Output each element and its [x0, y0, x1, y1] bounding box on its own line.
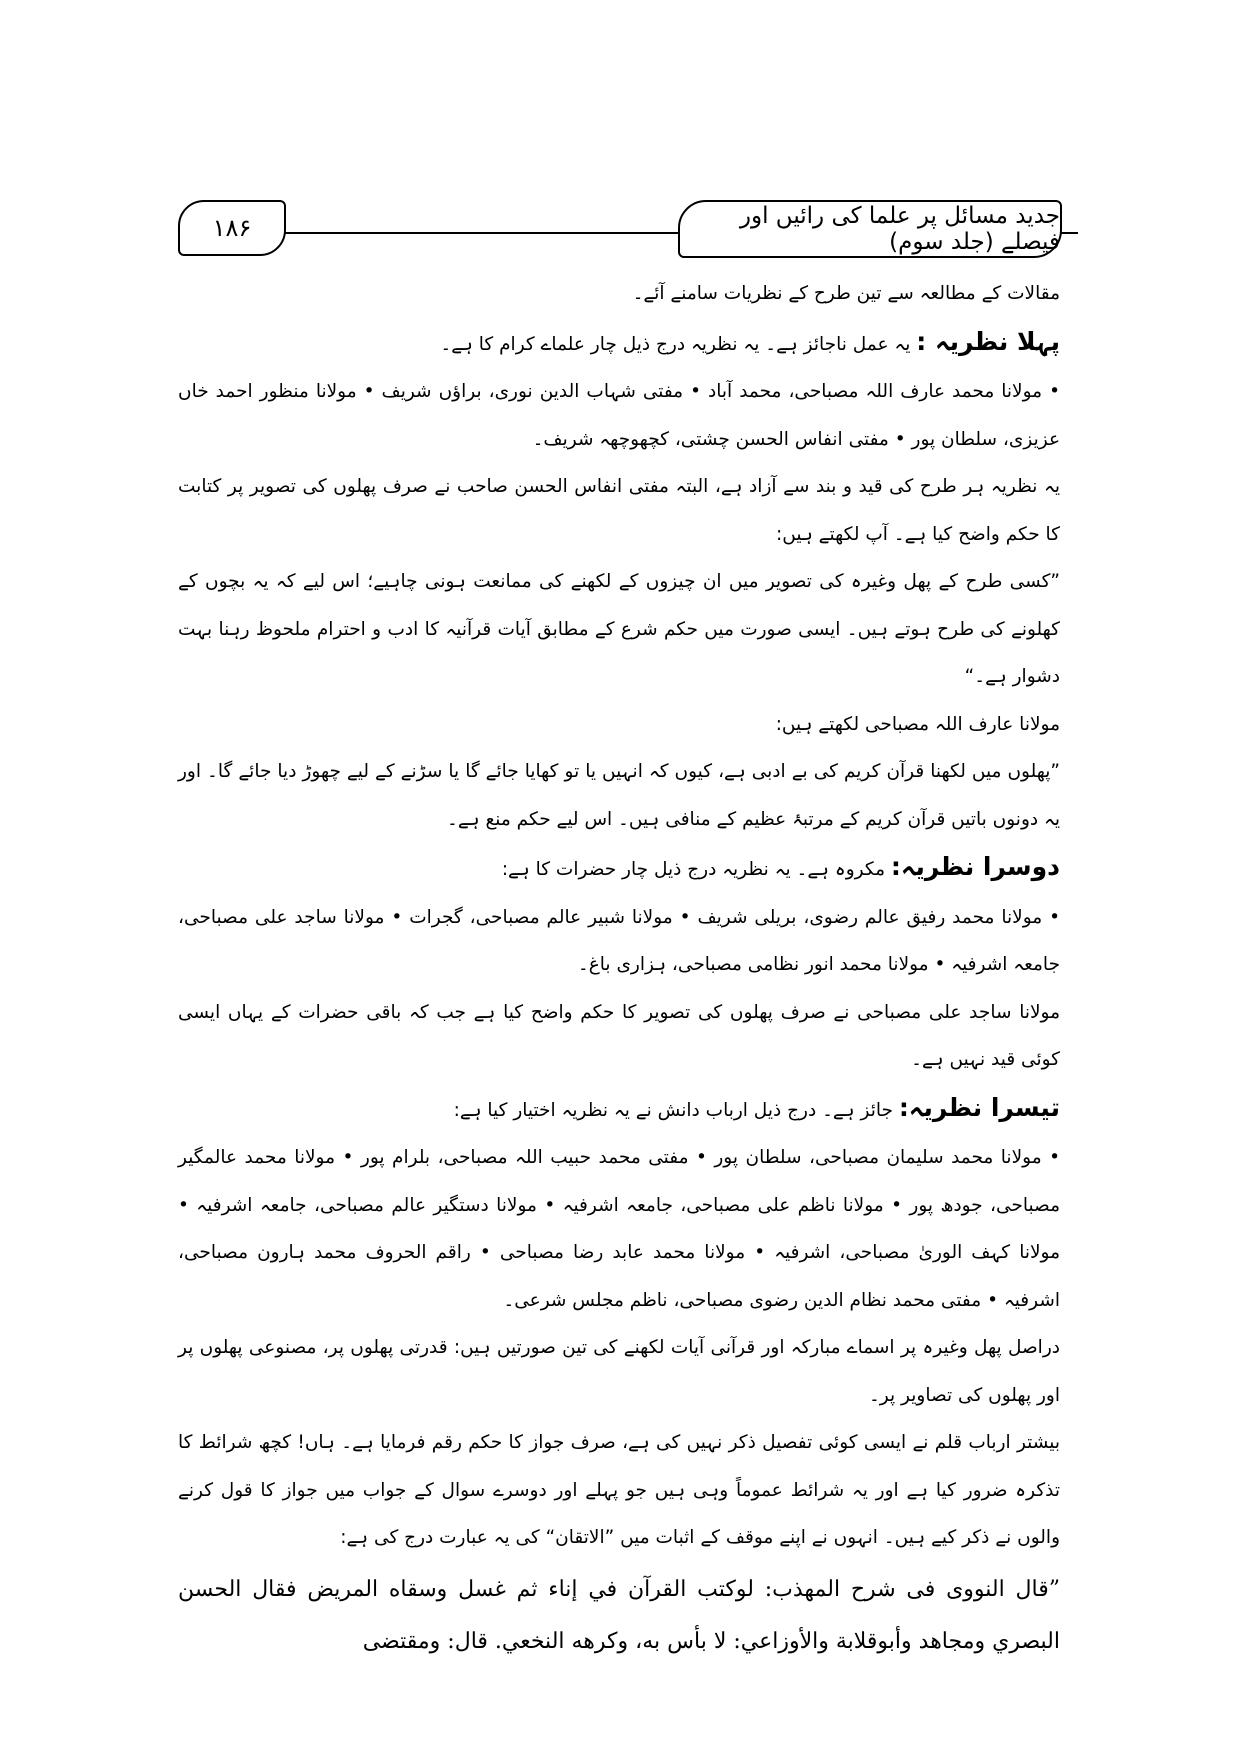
book-title-box — [678, 200, 1062, 258]
view-two-paragraph: مولانا ساجد علی مصباحی نے صرف پھلوں کی تصویر کا حکم واضح کیا ہے جب کہ باقی حضرات کے یہاں ایسی کوئی قید نہیں ہے۔ — [178, 1001, 1060, 1070]
view-three-scholars: • مولانا محمد سلیمان مصباحی، سلطان پور • مفتی محمد حبیب اللہ مصباحی، بلرام پور • مولانا محمد عالمگیر مصباحی، جودھ پور • مولانا ناظم علی مصباحی، جامعہ اشرفیہ • مولانا دستگیر عالم مصباحی، جامعہ اشرفیہ • مولانا کہف الوریٰ مصباحی، اشرفیہ • مولانا محمد عابد رضا مصباحی • راقم الحروف محمد ہارون مصباحی، اشرفیہ • مفتی محمد نظام الدین رضوی مصباحی، ناظم مجلس شرعی۔ — [178, 1147, 1060, 1311]
arabic-quote: ”قال النووی فی شرح المھذب: لوكتب القرآن في إناء ثم غسل وسقاه المريض فقال الحسن البصري ومجاهد وأبوقلابة والأوزاعي: لا بأس به، وكرهه النخعي. قال: ومقتضى — [178, 1576, 1060, 1654]
book-title: جدید مسائل پر علما کی رائیں اور فیصلے (جلد سوم) — [739, 203, 1060, 255]
intro-paragraph: مقالات کے مطالعہ سے تین طرح کے نظریات سامنے آئے۔ — [632, 283, 1060, 304]
view-one — [178, 318, 1060, 369]
view-three-heading: تیسرا نظریہ: — [898, 1092, 1060, 1122]
page-number: ۱۸۶ — [212, 214, 252, 242]
view-one-quote-2: ”پھلوں میں لکھنا قرآن کریم کی بے ادبی ہے، کیوں کہ انہیں یا تو کھایا جائے گا یا سڑنے کے لیے چھوڑ دیا جائے گا۔ اور یہ دونوں باتیں قرآن کریم کے مرتبۂ عظیم کے منافی ہیں۔ اس لیے حکم منع ہے۔ — [178, 761, 1060, 830]
majority-paragraph: بیشتر ارباب قلم نے ایسی کوئی تفصیل ذکر نہیں کی ہے، صرف جواز کا حکم رقم فرمایا ہے۔ ہاں! کچھ شرائط کا تذکرہ ضرور کیا ہے اور یہ شرائط عموماً وہی ہیں جو پہلے اور دوسرے سوال کے جواب میں جواز کا قول کرنے والوں نے ذکر کیے ہیں۔ انہوں نے اپنے موقف کے اثبات میں ”الاتقان“ کی یہ عبارت درج کی ہے: — [178, 1432, 1060, 1548]
view-one-scholars: • مولانا محمد عارف اللہ مصباحی، محمد آباد • مفتی شہاب الدین نوری، براؤں شریف • مولانا منظور احمد خاں عزیزی، سلطان پور • مفتی انفاس الحسن چشتی، کچھوچھہ شریف۔ — [178, 381, 1060, 450]
forms-paragraph: دراصل پھل وغیرہ پر اسماے مبارکہ اور قرآنی آیات لکھنے کی تین صورتیں ہیں: قدرتی پھلوں پر، مصنوعی پھلوں پر اور پھلوں کی تصاویر پر۔ — [178, 1337, 1060, 1406]
view-two-heading: دوسرا نظریہ: — [890, 852, 1060, 881]
view-one-lead-2: مولانا عارف اللہ مصباحی لکھتے ہیں: — [775, 713, 1060, 735]
view-two-scholars: • مولانا محمد رفیق عالم رضوی، بریلی شریف • مولانا شبیر عالم مصباحی، گجرات • مولانا ساجد علی مصباحی، جامعہ اشرفیہ • مولانا محمد انور نظامی مصباحی، ہزاری باغ۔ — [178, 906, 1060, 975]
page-number-box — [178, 200, 286, 256]
view-one-text: یہ عمل ناجائز ہے۔ یہ نظریہ درج ذیل چار علماے کرام کا ہے۔ — [440, 333, 911, 355]
view-one-paragraph: یہ نظریہ ہر طرح کی قید و بند سے آزاد ہے، البتہ مفتی انفاس الحسن صاحب نے صرف پھلوں کی تصویر پر کتابت کا حکم واضح کیا ہے۔ آپ لکھتے ہیں: — [178, 476, 1060, 545]
view-two — [178, 843, 1060, 894]
view-three — [178, 1084, 1060, 1135]
view-one-quote-1: ”کسی طرح کے پھل وغیرہ کی تصویر میں ان چیزوں کے لکھنے کی ممانعت ہونی چاہیے؛ اس لیے کہ یہ بچوں کے کھلونے کی طرح ہوتے ہیں۔ ایسی صورت میں حکم شرع کے مطابق آیات قرآنیہ کا ادب و احترام ملحوظ رہنا بہت دشوار ہے۔“ — [178, 571, 1060, 687]
view-two-text: مکروہ ہے۔ یہ نظریہ درج ذیل چار حضرات کا ہے: — [501, 859, 885, 880]
view-three-text: جائز ہے۔ درج ذیل ارباب دانش نے یہ نظریہ اختیار کیا ہے: — [453, 1099, 893, 1121]
page-body — [178, 270, 1060, 1668]
view-one-heading: پہلا نظریہ : — [916, 326, 1060, 356]
